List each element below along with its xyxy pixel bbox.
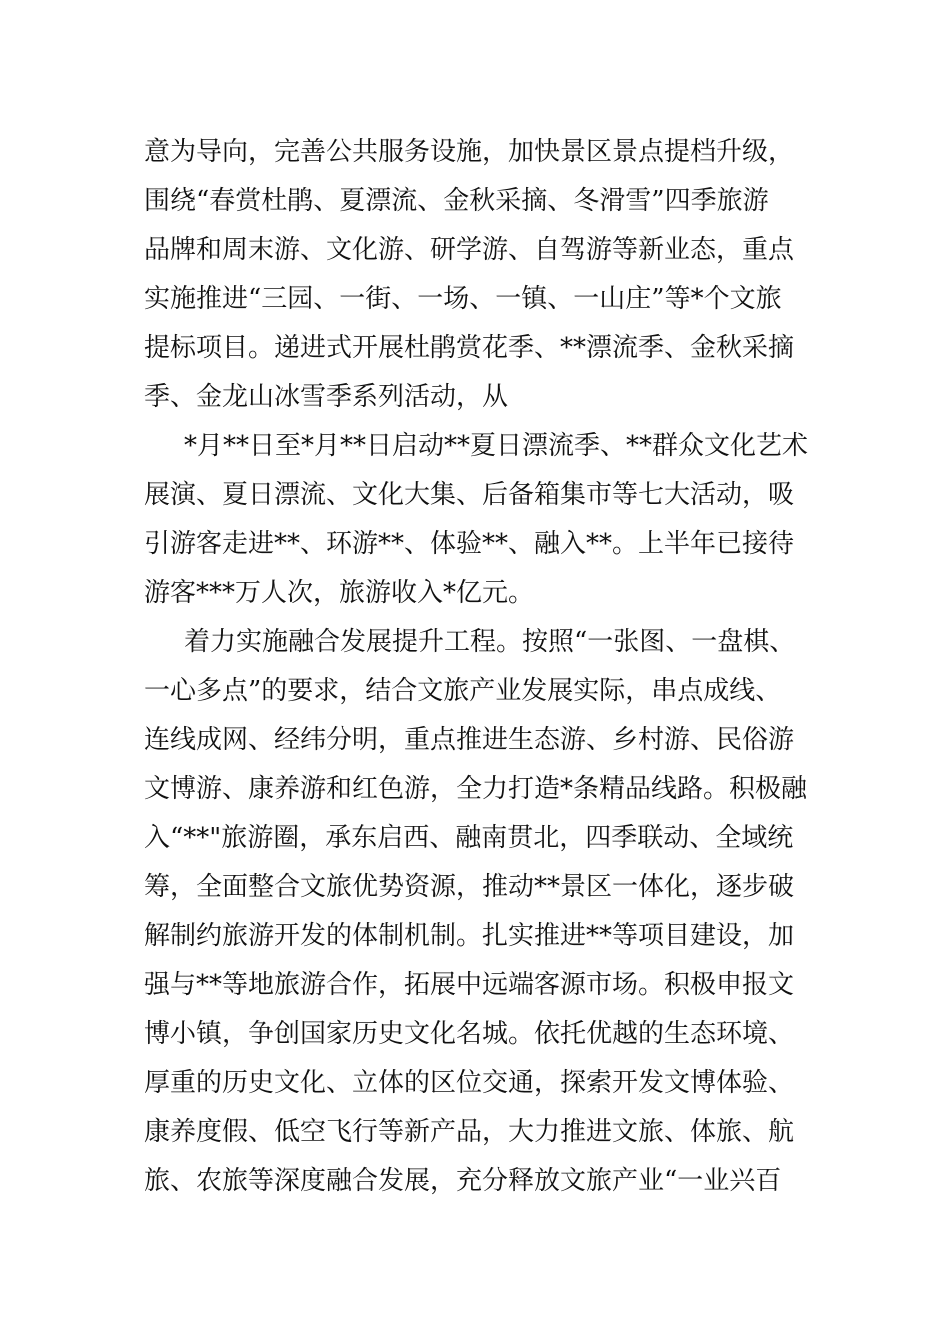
text-line: 季、金龙山冰雪季系列活动，从 bbox=[144, 382, 509, 412]
text-line: 筹，全面整合文旅优势资源，推动**景区一体化，逐步破 bbox=[144, 872, 795, 902]
text-line: 意为导向，完善公共服务设施，加快景区景点提档升级， bbox=[144, 137, 795, 167]
paragraph-start-line: *月**日至*月**日启动**夏日漂流季、**群众文化艺术 bbox=[184, 431, 809, 461]
text-line: 一心多点”的要求，结合文旅产业发展实际，串点成线、 bbox=[144, 676, 782, 706]
paragraph-start-line: 着力实施融合发展提升工程。按照“一张图、一盘棋、 bbox=[184, 627, 796, 657]
document-body bbox=[144, 128, 814, 1206]
text-line: 强与**等地旅游合作，拓展中远端客源市场。积极申报文 bbox=[144, 970, 795, 1000]
text-line: 入“**"旅游圈，承东启西、融南贯北，四季联动、全域统 bbox=[144, 823, 794, 853]
text-line: 实施推进“三园、一街、一场、一镇、一山庄”等*个文旅 bbox=[144, 284, 782, 314]
text-line: 展演、夏日漂流、文化大集、后备箱集市等七大活动，吸 bbox=[144, 480, 795, 510]
text-line: 提标项目。递进式开展杜鹃赏花季、**漂流季、金秋采摘 bbox=[144, 333, 795, 363]
text-line: 博小镇，争创国家历史文化名城。依托优越的生态环境、 bbox=[144, 1019, 795, 1049]
text-line: 解制约旅游开发的体制机制。扎实推进**等项目建设，加 bbox=[144, 921, 795, 951]
text-line: 围绕“春赏杜鹃、夏漂流、金秋采摘、冬滑雪”四季旅游 bbox=[144, 186, 769, 216]
text-line: 品牌和周末游、文化游、研学游、自驾游等新业态，重点 bbox=[144, 235, 795, 265]
text-line: 旅、农旅等深度融合发展，充分释放文旅产业“一业兴百 bbox=[144, 1166, 782, 1196]
text-line: 康养度假、低空飞行等新产品，大力推进文旅、体旅、航 bbox=[144, 1117, 795, 1147]
text-line: 厚重的历史文化、立体的区位交通，探索开发文博体验、 bbox=[144, 1068, 795, 1098]
text-line: 连线成网、经纬分明，重点推进生态游、乡村游、民俗游 bbox=[144, 725, 795, 755]
text-line: 文博游、康养游和红色游，全力打造*条精品线路。积极融 bbox=[144, 774, 808, 804]
text-line: 游客***万人次，旅游收入*亿元。 bbox=[144, 578, 535, 608]
text-line: 引游客走进**、环游**、体验**、融入**。上半年已接待 bbox=[144, 529, 795, 559]
